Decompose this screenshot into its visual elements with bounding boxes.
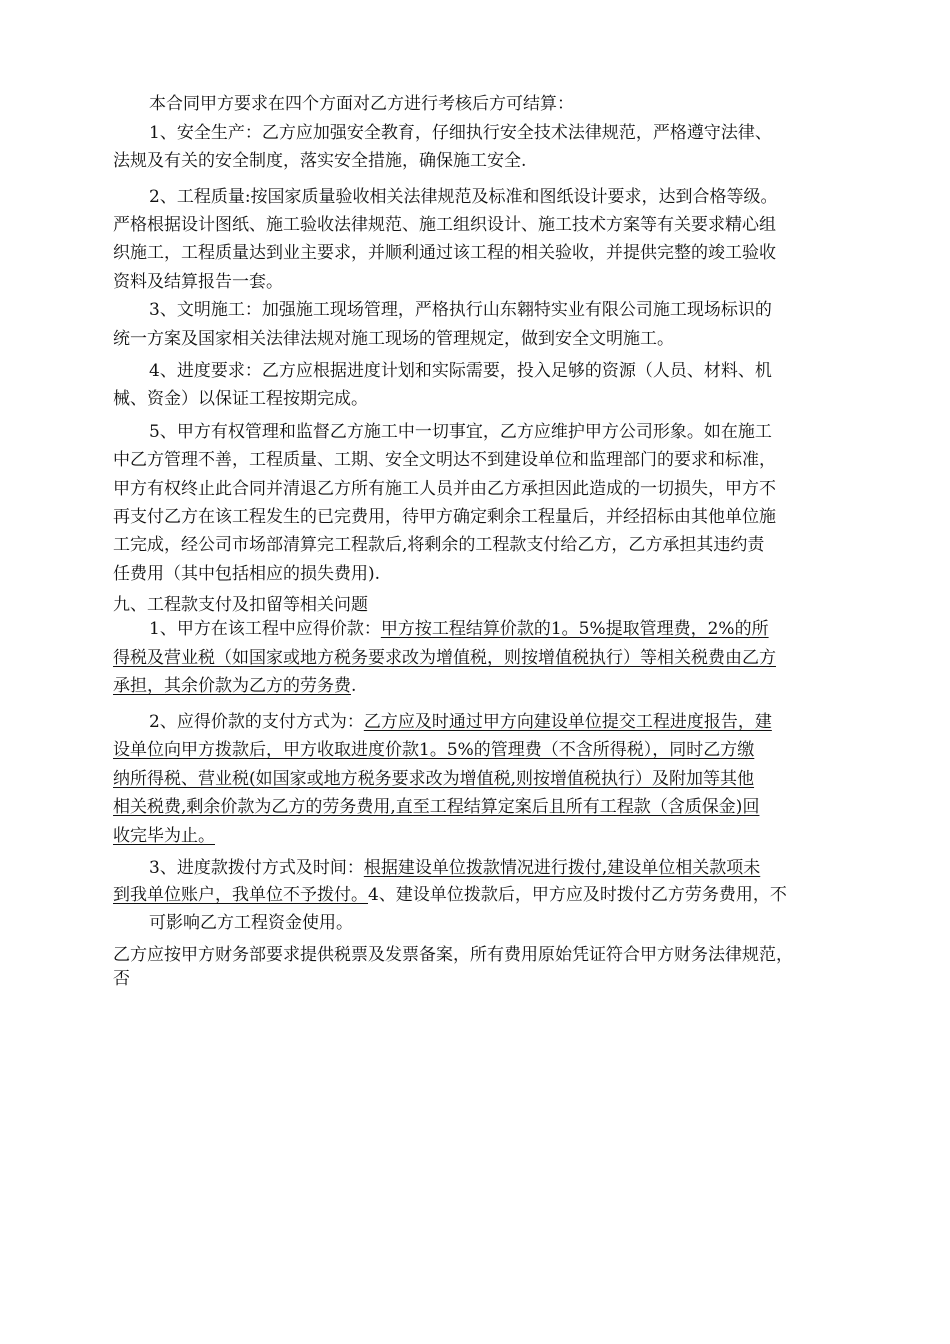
s9-p2-line-3: 纳所得税、营业税(如国家或地方税务要求改为增值税,则按增值税执行）及附加等其他 [113,769,755,789]
s9-p1-line-1 [149,617,769,641]
p5-line-1: 5、甲方有权管理和监督乙方施工中一切事宜，乙方应维护甲方公司形象。如在施工 [149,422,772,442]
p5-line-4: 再支付乙方在该工程发生的已完费用，待甲方确定剩余工程量后，并经招标由其他单位施 [113,507,776,527]
p2-line-3: 织施工，工程质量达到业主要求，并顺利通过该工程的相关验收，并提供完整的竣工验收 [113,243,776,263]
final-line-1: 乙方应按甲方财务部要求提供税票及发票备案，所有费用原始凭证符合甲方财务法律规范， [113,945,793,965]
s9-p3-lead: 3、进度款拨付方式及时间： [149,858,364,878]
s9-p3-line-2 [113,883,787,907]
s9-p2-line-1 [149,710,772,734]
s9-p1-underlined-1: 甲方按工程结算价款的1。5%提取管理费，2%的所 [380,619,769,639]
s9-p2-line-2: 设单位向甲方拨款后，甲方收取进度价款1。5%的管理费（不含所得税），同时乙方缴 [113,740,755,760]
s9-p3-underlined-2: 到我单位账户，我单位不予拨付。 [113,885,368,905]
s9-p1-underlined-3: 承担，其余价款为乙方的劳务费 [113,676,351,696]
s9-p1-tail: . [351,676,357,696]
s9-p3-tail: 4、建设单位拨款后，甲方应及时拨付乙方劳务费用，不 [368,885,787,905]
s9-p2-underlined-1: 乙方应及时通过甲方向建设单位提交工程进度报告，建 [363,712,772,732]
s9-p1-lead: 1、甲方在该工程中应得价款： [149,619,381,639]
p2-line-1: 2、工程质量:按国家质量验收相关法律规范及标准和图纸设计要求，达到合格等级。 [149,187,778,207]
s9-p2-line-4: 相关税费,剩余价款为乙方的劳务费用,直至工程结算定案后且所有工程款（含质保金)回 [113,797,760,817]
p5-line-3: 甲方有权终止此合同并清退乙方所有施工人员并由乙方承担因此造成的一切损失，甲方不 [113,479,776,499]
s9-p3-line-3: 可影响乙方工程资金使用。 [149,913,353,933]
p3-line-2: 统一方案及国家相关法律法规对施工现场的管理规定，做到安全文明施工。 [113,329,674,349]
p5-line-6: 任费用（其中包括相应的损失费用). [113,564,381,584]
p4-line-2: 械、资金）以保证工程按期完成。 [113,389,368,409]
p1-line-1: 1、安全生产：乙方应加强安全教育，仔细执行安全技术法律规范，严格遵守法律、 [149,123,772,143]
s9-p2-line-5: 收完毕为止。 [113,826,215,846]
p5-line-2: 中乙方管理不善，工程质量、工期、安全文明达不到建设单位和监理部门的要求和标准， [113,450,776,470]
s9-p3-underlined-1: 根据建设单位拨款情况进行拨付,建设单位相关款项未 [363,858,761,878]
intro-line: 本合同甲方要求在四个方面对乙方进行考核后方可结算： [149,94,574,114]
p1-line-2: 法规及有关的安全制度，落实安全措施，确保施工安全. [113,151,527,171]
p2-line-4: 资料及结算报告一套。 [113,272,283,292]
final-line-2: 否 [113,969,130,989]
s9-p2-lead: 2、应得价款的支付方式为： [149,712,364,732]
p3-line-1: 3、文明施工：加强施工现场管理，严格执行山东翱特实业有限公司施工现场标识的 [149,300,772,320]
p2-line-2: 严格根据设计图纸、施工验收法律规范、施工组织设计、施工技术方案等有关要求精心组 [113,215,776,235]
p5-line-5: 工完成，经公司市场部清算完工程款后,将剩余的工程款支付给乙方，乙方承担其违约责 [113,535,765,555]
s9-p1-line-3 [113,674,356,698]
s9-p3-line-1 [149,856,760,880]
section-9-heading: 九、工程款支付及扣留等相关问题 [113,595,368,615]
s9-p1-line-2: 得税及营业税（如国家或地方税务要求改为增值税，则按增值税执行）等相关税费由乙方 [113,648,776,668]
p4-line-1: 4、进度要求：乙方应根据进度计划和实际需要，投入足够的资源（人员、材料、机 [149,361,772,381]
